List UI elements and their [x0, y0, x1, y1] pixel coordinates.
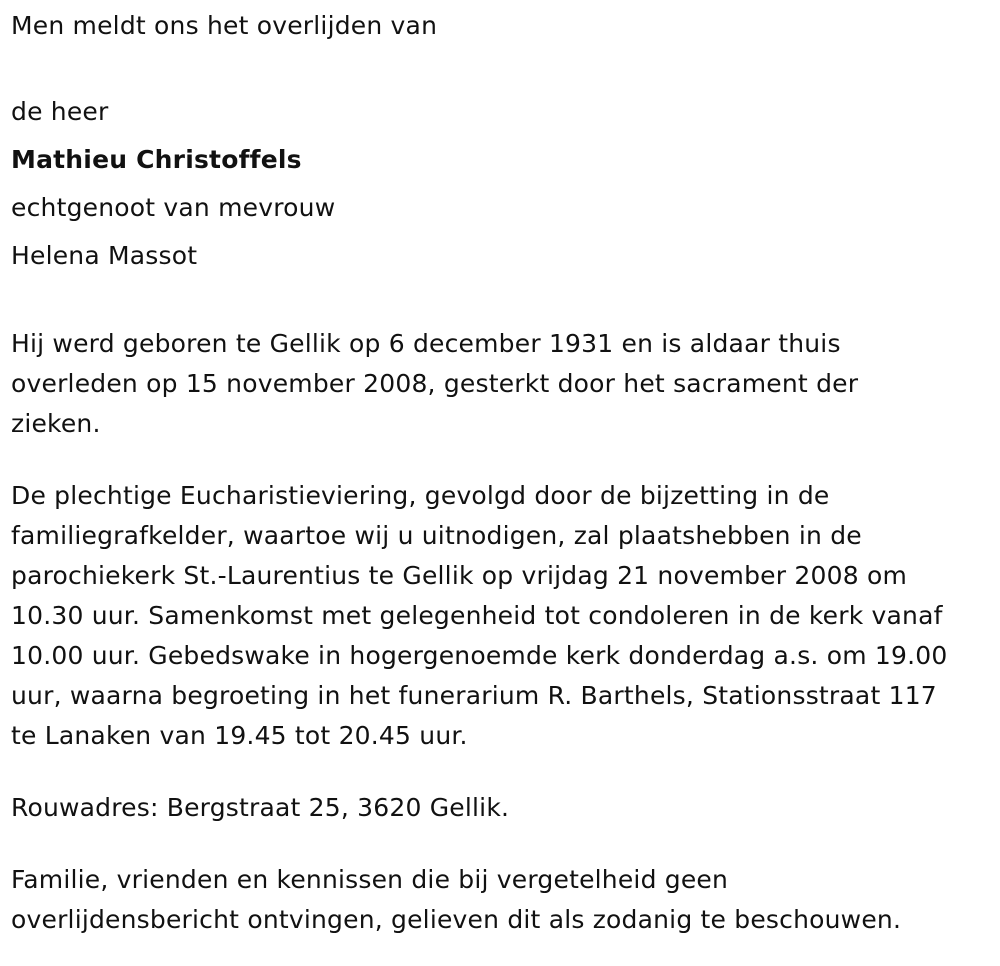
- paragraph-line: Familie, vrienden en kennissen die bij vergetelheid geen: [11, 865, 729, 894]
- paragraph-line: 10.30 uur. Samenkomst met gelegenheid tot condoleren in de kerk vanaf: [11, 601, 943, 630]
- paragraph-line: zieken.: [11, 409, 101, 438]
- death-notice: [11, 0, 996, 940]
- paragraph-line: 10.00 uur. Gebedswake in hogergenoemde kerk donderdag a.s. om 19.00: [11, 641, 948, 670]
- deceased-name: Mathieu Christoffels: [11, 145, 302, 174]
- spouse-name: Helena Massot: [11, 241, 198, 270]
- paragraph-line: uur, waarna begroeting in het funerarium R. Barthels, Stationsstraat 117: [11, 681, 937, 710]
- address-paragraph: [11, 788, 996, 828]
- paragraph-line: Hij werd geboren te Gellik op 6 december 1931 en is aldaar thuis: [11, 329, 841, 358]
- closing-paragraph: [11, 860, 996, 940]
- paragraph-line: te Lanaken van 19.45 tot 20.45 uur.: [11, 721, 468, 750]
- intro-line: Men meldt ons het overlijden van: [11, 11, 438, 40]
- paragraph-line: overlijdensbericht ontvingen, gelieven dit als zodanig te beschouwen.: [11, 905, 902, 934]
- honorific: de heer: [11, 97, 109, 126]
- mourning-address: Rouwadres: Bergstraat 25, 3620 Gellik.: [11, 793, 510, 822]
- deceased-block: [11, 88, 996, 280]
- ceremony-paragraph: [11, 476, 996, 756]
- relation-line: echtgenoot van mevrouw: [11, 193, 336, 222]
- birth-death-paragraph: [11, 324, 996, 444]
- paragraph-line: familiegrafkelder, waartoe wij u uitnodigen, zal plaatshebben in de: [11, 521, 862, 550]
- paragraph-line: overleden op 15 november 2008, gesterkt door het sacrament der: [11, 369, 859, 398]
- paragraph-line: De plechtige Eucharistieviering, gevolgd door de bijzetting in de: [11, 481, 830, 510]
- paragraph-line: parochiekerk St.-Laurentius te Gellik op vrijdag 21 november 2008 om: [11, 561, 907, 590]
